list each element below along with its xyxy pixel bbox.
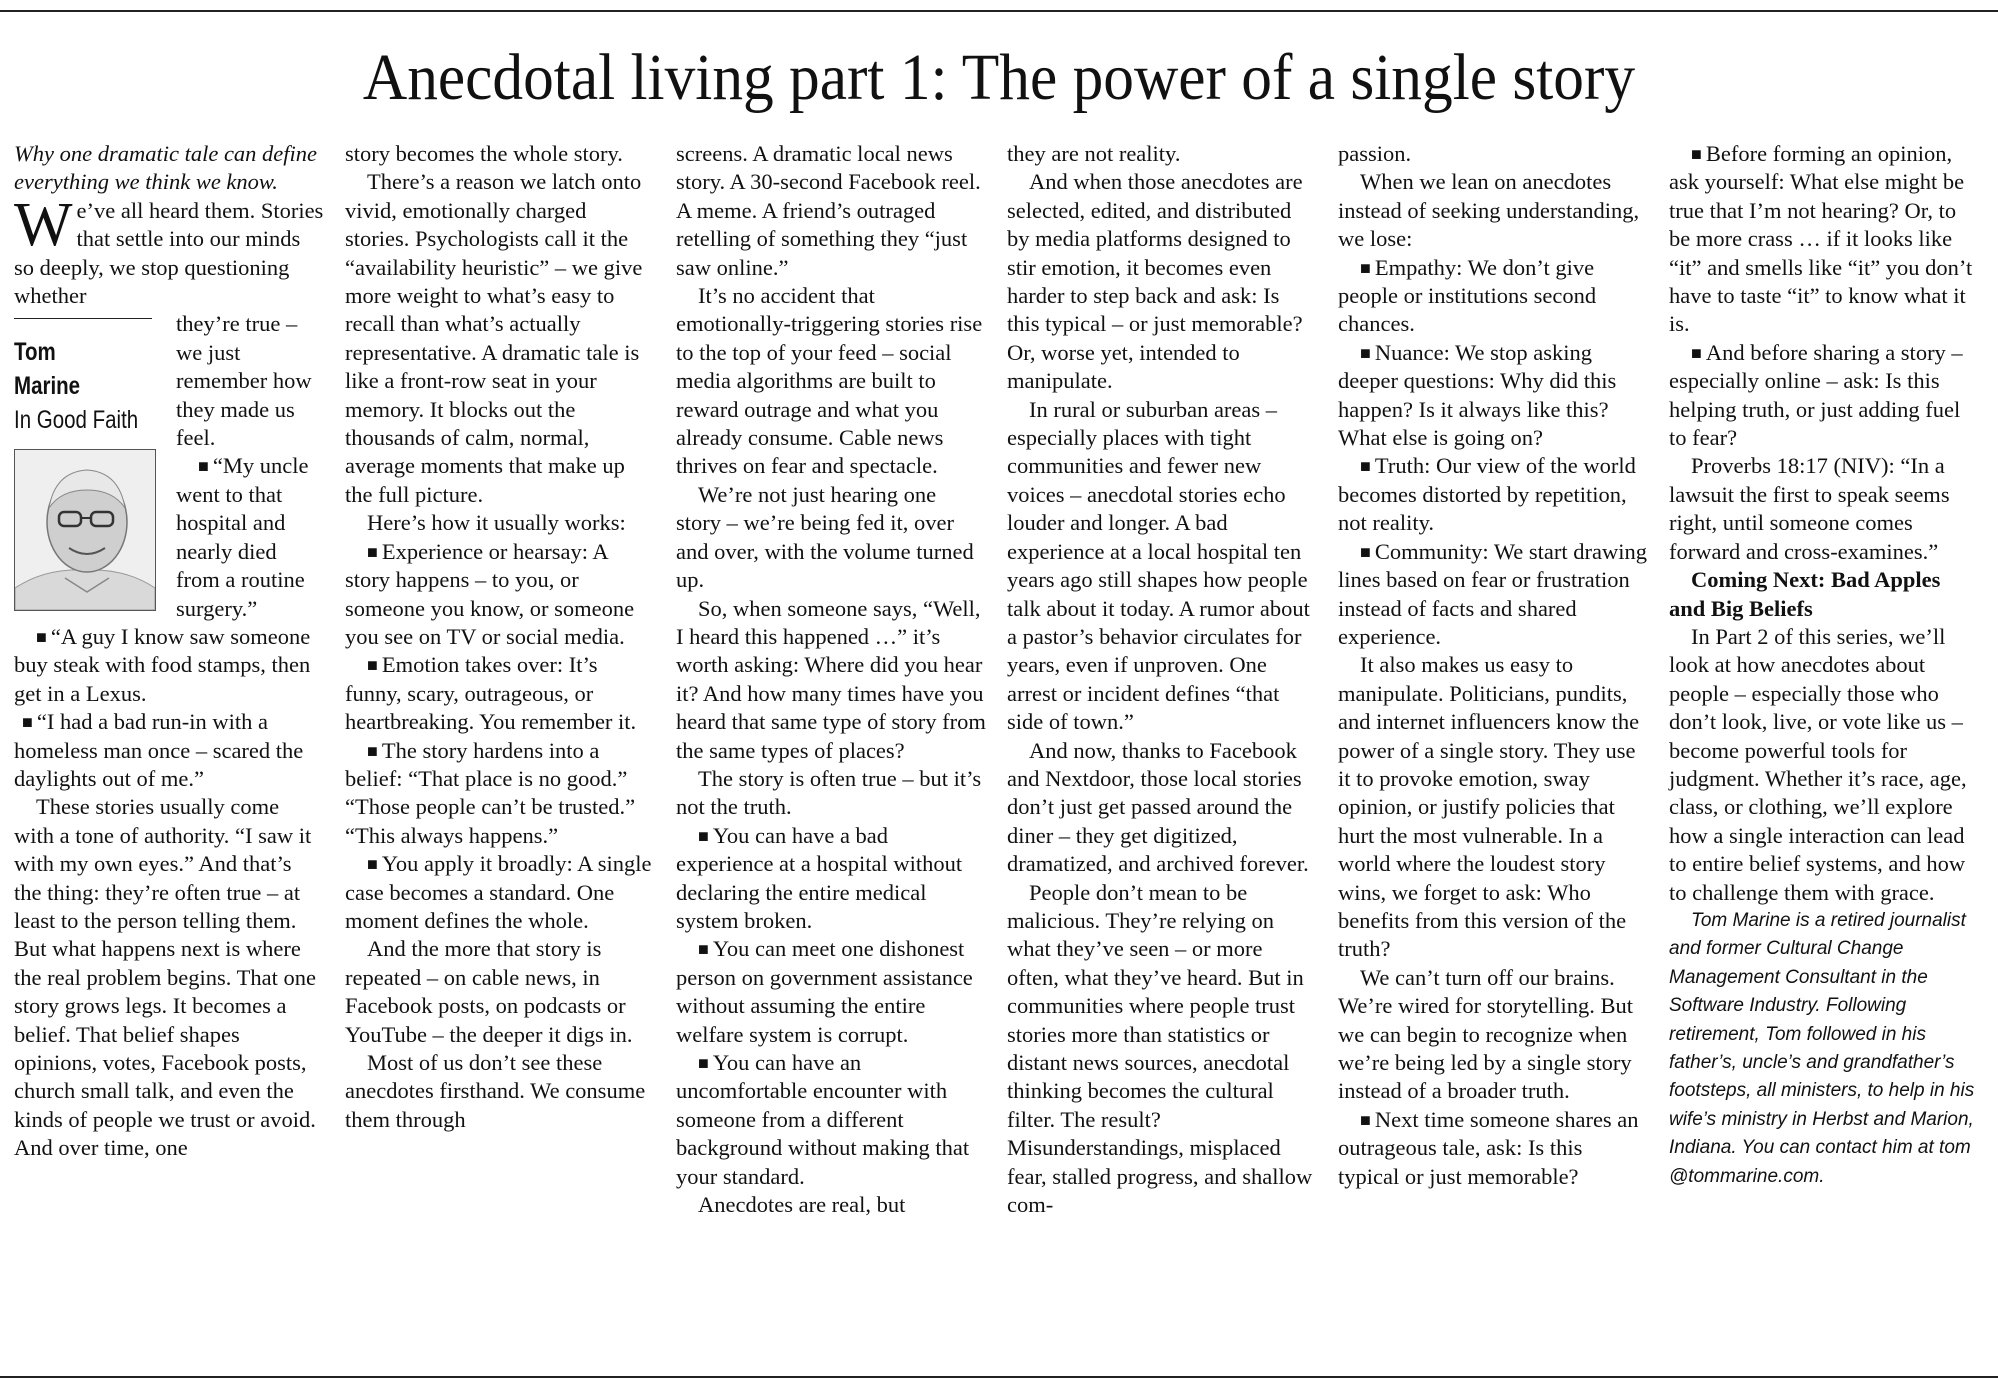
paragraph-firsthand-text: Most of us don’t see these anecdotes firsthand. We consume them through bbox=[345, 1050, 646, 1132]
bullet-square-icon: ■ bbox=[1360, 1109, 1371, 1130]
top-rule bbox=[0, 10, 1998, 12]
step-2 bbox=[345, 651, 655, 736]
paragraph-manipulate: It also makes us easy to manipulate. Politicians, pundits, and internet influencers know the power of a single story. They use it to provoke emotion, sway opinion, or justify policies that hurt the most vulnerable. In a world where the loudest story wins, we forget to ask: Who benefits from this version of the truth? bbox=[1338, 652, 1640, 962]
tip-before-forming-text: Before forming an opinion, ask yourself: What else might be true that I’m not hearing? Or, to be more crass … if it looks like “it” and smells like “it” you don’t have to taste “it” to know what it is. bbox=[1669, 141, 1973, 337]
loss-truth-text: Truth: Our view of the world becomes distorted by repetition, not reality. bbox=[1338, 453, 1636, 536]
paragraph-firsthand-continued bbox=[676, 140, 986, 282]
paragraph-reason: There’s a reason we latch onto vivid, emotionally charged stories. Psychologists call it the “availability heuristic” – we give more weight to what’s easy to recall than what’s actually representative. A dramatic tale is like a front-row seat in your memory. It blocks out the thousands of calm, normal, average moments that make up the full picture. bbox=[345, 169, 643, 507]
example-2 bbox=[14, 623, 324, 708]
paragraph-authority-text-continued: story becomes the whole story. bbox=[345, 141, 623, 166]
coming-next-heading: Coming Next: Bad Apples and Big Beliefs bbox=[1669, 567, 1941, 621]
paragraph-anecdotes-real bbox=[676, 1191, 986, 1219]
bullet-square-icon: ■ bbox=[367, 655, 378, 676]
column-3 bbox=[676, 140, 986, 1219]
author-portrait-image bbox=[15, 450, 155, 610]
paragraph-anecdotes-real-continued bbox=[1007, 140, 1317, 168]
step-4-text: You apply it broadly: A single case becomes a standard. One moment defines the whole. bbox=[345, 851, 652, 933]
author-photo bbox=[14, 449, 156, 611]
bullet-square-icon: ■ bbox=[367, 541, 378, 562]
step-1-text: Experience or hearsay: A story happens – to you, or someone you know, or someone you see on TV or social media. bbox=[345, 538, 635, 649]
bullet-square-icon: ■ bbox=[1691, 144, 1702, 164]
loss-empathy-text: Empathy: We don’t give people or institutions second chances. bbox=[1338, 254, 1597, 337]
bullet-hospital bbox=[676, 822, 986, 936]
example-3 bbox=[14, 708, 324, 793]
paragraph-authority-text: These stories usually come with a tone of authority. “I saw it with my own eyes.” And that’s the thing: they’re often true – at least to the person telling them. But what happens next is where the real problem begins. That one story grows legs. It becomes a belief. That belief shapes opinions, votes, Facebook posts, church small talk, and even the kinds of people we trust or avoid. And over time, one bbox=[14, 794, 316, 1161]
example-3-text: “I had a bad run-in with a homeless man once – scared the daylights out of me.” bbox=[14, 709, 304, 791]
column-1 bbox=[14, 140, 324, 1163]
column-6 bbox=[1669, 140, 1979, 1191]
tip-before-forming bbox=[1669, 140, 1979, 339]
bullet-dishonest-text: You can meet one dishonest person on government assistance without assuming the entire welfare system is corrupt. bbox=[676, 936, 973, 1047]
paragraph-authority bbox=[14, 793, 324, 1162]
bullet-square-icon: ■ bbox=[36, 626, 47, 647]
drop-cap: W bbox=[14, 190, 73, 259]
loss-community-text: Community: We start drawing lines based on fear or frustration instead of facts and shared experience. bbox=[1338, 538, 1647, 649]
paragraph-part-2: In Part 2 of this series, we’ll look at how anecdotes about people – especially those who don’t look, live, or vote like us – become powerful tools for judgment. Whether it’s race, age, class, or clothing, we’ll explore how a single interaction can lead to entire belief systems, and how to challenge them with grace. bbox=[1669, 623, 1967, 905]
bullet-uncomfortable bbox=[676, 1049, 986, 1191]
bullet-square-icon: ■ bbox=[1691, 342, 1702, 363]
paragraph-selected: And when those anecdotes are selected, edited, and distributed by media platforms designed to stir emotion, it becomes even harder to step back and ask: Is this typical – or just memorable? Or, worse yet, intended to manipulate. bbox=[1007, 169, 1303, 394]
byline-first-name: Tom bbox=[14, 338, 56, 367]
bullet-uncomfortable-text: You can have an uncomfortable encounter with someone from a different background without making that your standard. bbox=[676, 1050, 970, 1189]
bullet-square-icon: ■ bbox=[1360, 541, 1371, 562]
bullet-square-icon: ■ bbox=[198, 456, 209, 477]
author-bio: Tom Marine is a retired journalist and former Cultural Change Management Consultant in the Software Industry. Following retirement, Tom followed in his father’s, uncle’s and grandfather’s footsteps, all ministers, to help in his wife’s ministry in Herbst and Marion, Indiana. You can contact him at tom @tommarine.com. bbox=[1669, 909, 1975, 1187]
step-4 bbox=[345, 850, 655, 935]
tip-next-time-text: Next time someone shares an outrageous tale, ask: Is this typical or just memorable? bbox=[1338, 1106, 1639, 1189]
paragraph-wired: We can’t turn off our brains. We’re wired for storytelling. But we can begin to recognize when we’re being led by a single story instead of a broader truth. bbox=[1338, 964, 1633, 1104]
loss-community bbox=[1338, 538, 1648, 652]
paragraph-not-just: We’re not just hearing one story – we’re being fed it, over and over, with the volume turned up. bbox=[676, 481, 974, 593]
bullet-square-icon: ■ bbox=[698, 1053, 709, 1073]
paragraph-rural: In rural or suburban areas – especially places with tight communities and fewer new voices – anecdotal stories echo louder and longer. A bad experience at a local hospital ten years ago still shapes how people talk about it today. A rumor about a pastor’s behavior circulates for years, even if unproven. One arrest or incident defines “that side of town.” bbox=[1007, 396, 1310, 735]
bullet-square-icon: ■ bbox=[367, 740, 378, 761]
intro-paragraph bbox=[14, 190, 324, 311]
example-2-text: “A guy I know saw someone buy steak with food stamps, then get in a Lexus. bbox=[14, 623, 311, 706]
column-name: In Good Faith bbox=[14, 406, 139, 435]
bullet-square-icon: ■ bbox=[367, 854, 378, 875]
paragraph-often-true: The story is often true – but it’s not the truth. bbox=[676, 765, 982, 820]
bullet-square-icon: ■ bbox=[1360, 342, 1371, 363]
paragraph-proverbs: Proverbs 18:17 (NIV): “In a lawsuit the first to speak seems right, until someone comes forward and cross-examines.” bbox=[1669, 453, 1950, 564]
paragraph-firsthand bbox=[345, 1049, 655, 1134]
byline-rule bbox=[14, 318, 152, 319]
byline bbox=[14, 318, 164, 611]
bullet-hospital-text: You can have a bad experience at a hospital without declaring the entire medical system broken. bbox=[676, 822, 963, 933]
bullet-dishonest bbox=[676, 935, 986, 1049]
paragraph-anecdotes-real-text-continued: they are not reality. bbox=[1007, 141, 1181, 166]
paragraph-malicious-continued bbox=[1338, 140, 1648, 168]
paragraph-malicious-text-continued: passion. bbox=[1338, 141, 1412, 166]
paragraph-someone-says: So, when someone says, “Well, I heard this happened …” it’s worth asking: Where did you hear it? And how many times have you heard that same type of story from the same types of places? bbox=[676, 595, 986, 763]
step-3 bbox=[345, 737, 655, 851]
headline: Anecdotal living part 1: The power of a single story bbox=[362, 41, 1636, 114]
byline-last-name: Marine bbox=[14, 372, 81, 401]
bullet-square-icon: ■ bbox=[1360, 456, 1371, 477]
paragraph-malicious bbox=[1007, 879, 1317, 1220]
paragraph-lean: When we lean on anecdotes instead of seeking understanding, we lose: bbox=[1338, 169, 1640, 252]
tip-before-sharing-text: And before sharing a story – especially online – ask: Is this helping truth, or just adding fuel to fear? bbox=[1669, 339, 1963, 451]
bullet-square-icon: ■ bbox=[22, 712, 33, 733]
bottom-rule bbox=[0, 1376, 1998, 1378]
loss-nuance-text: Nuance: We stop asking deeper questions: Why did this happen? Is it always like this? What else is going on? bbox=[1338, 339, 1617, 451]
intro-text: e’ve all heard them. Stories that settle into our minds so deeply, we stop questioning whether bbox=[14, 197, 324, 309]
tip-next-time bbox=[1338, 1106, 1648, 1191]
paragraph-anecdotes-real-text: Anecdotes are real, but bbox=[698, 1192, 906, 1218]
step-3-text: The story hardens into a belief: “That place is no good.” “Those people can’t be trusted.” “This always happens.” bbox=[345, 737, 636, 848]
column-4 bbox=[1007, 140, 1317, 1219]
paragraph-accident: It’s no accident that emotionally-triggering stories rise to the top of your feed – social media algorithms are built to reward outrage and what you already consume. Cable news thrives on fear and spectacle. bbox=[676, 283, 983, 479]
paragraph-repeated: And the more that story is repeated – on cable news, in Facebook posts, on podcasts or YouTube – the deeper it digs in. bbox=[345, 936, 633, 1047]
paragraph-firsthand-text-continued: screens. A dramatic local news story. A 30-second Facebook reel. A meme. A friend’s outraged retelling of something they “just saw online.” bbox=[676, 141, 981, 280]
loss-nuance bbox=[1338, 339, 1648, 453]
step-2-text: Emotion takes over: It’s funny, scary, outrageous, or heartbreaking. You remember it. bbox=[345, 652, 637, 735]
paragraph-authority-continued bbox=[345, 140, 655, 168]
step-1 bbox=[345, 538, 655, 652]
example-1-text: “My uncle went to that hospital and nearly died from a routine surgery.” bbox=[176, 453, 309, 621]
loss-truth bbox=[1338, 452, 1648, 537]
bullet-square-icon: ■ bbox=[1360, 257, 1371, 278]
loss-empathy bbox=[1338, 254, 1648, 339]
intro-text-continued: they’re true – we just remember how they made us feel. bbox=[176, 311, 312, 451]
paragraph-malicious-text: People don’t mean to be malicious. They’re relying on what they’ve seen – or more often, what they’ve heard. But in communities where people trust stories more than statistics or distant news sources, anecdotal thinking becomes the cultural filter. The result? Misunderstandings, misplaced fear, stalled progress, and shallow com- bbox=[1007, 879, 1313, 1218]
paragraph-how: Here’s how it usually works: bbox=[367, 510, 626, 536]
deck: Why one dramatic tale can define everything we think we know. bbox=[14, 141, 318, 195]
paragraph-facebook-nextdoor: And now, thanks to Facebook and Nextdoor, those local stories don’t just get passed around the diner – they get digitized, dramatized, and archived forever. bbox=[1007, 737, 1309, 877]
bullet-square-icon: ■ bbox=[698, 825, 709, 846]
bullet-square-icon: ■ bbox=[698, 939, 709, 960]
column-2 bbox=[345, 140, 655, 1134]
tip-before-sharing bbox=[1669, 339, 1979, 453]
column-5 bbox=[1338, 140, 1648, 1191]
